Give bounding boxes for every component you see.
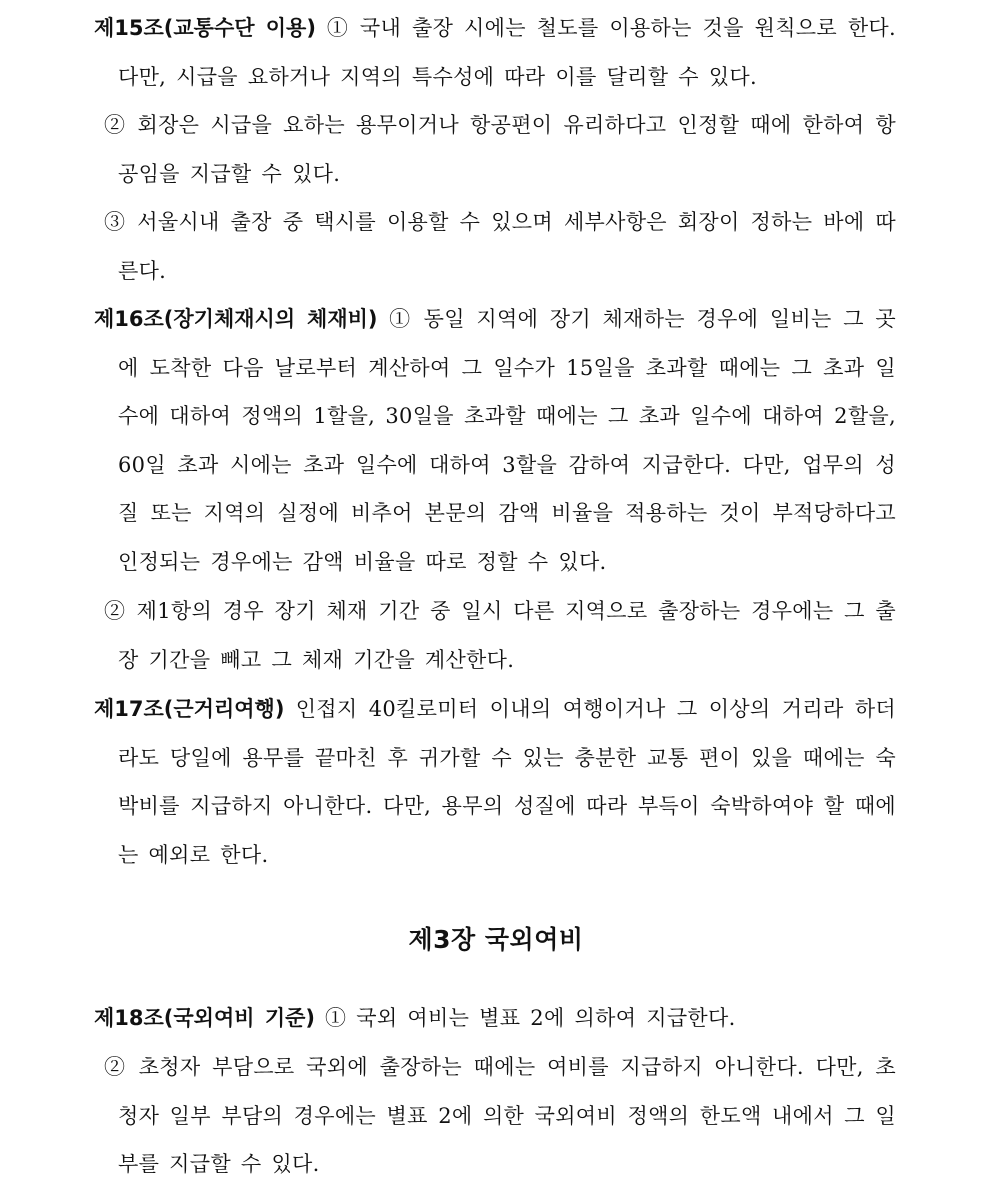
article-17-text: 인접지 40킬로미터 이내의 여행이거나 그 이상의 거리라 하더라도 당일에 용무를 끝마친 후 귀가할 수 있는 충분한 교통 편이 있을 때에는 숙박비를 지급하지 아니한다. 다만, 용무의 성질에 따라 부득이 숙박하여야 할 때에는 예외로 한다.	[118, 697, 896, 867]
article-18-clause-2	[104, 1043, 896, 1189]
article-15-clause-1	[94, 4, 896, 101]
article-16-title: 제16조(장기체재시의 체재비)	[94, 307, 378, 331]
article-15-clause-1-text: ① 국내 출장 시에는 철도를 이용하는 것을 원칙으로 한다. 다만, 시급을 요하거나 지역의 특수성에 따라 이를 달리할 수 있다.	[118, 16, 896, 89]
article-15-clause-2	[104, 101, 896, 198]
article-17	[94, 685, 896, 879]
article-16-clause-1-text: ① 동일 지역에 장기 체재하는 경우에 일비는 그 곳에 도착한 다음 날로부터 계산하여 그 일수가 15일을 초과할 때에는 그 초과 일수에 대하여 정액의 1할을, 30일을 초과할 때에는 그 초과 일수에 대하여 2할을, 60일 초과 시에는 초과 일수에 대하여 3할을 감하여 지급한다. 다만, 업무의 성질 또는 지역의 실정에 비추어 본문의 감액 비율을 적용하는 것이 부적당하다고 인정되는 경우에는 감액 비율을 따로 정할 수 있다.	[118, 307, 896, 574]
article-16-clause-1	[94, 295, 896, 586]
article-18-clause-1-text: ① 국외 여비는 별표 2에 의하여 지급한다.	[315, 1006, 736, 1030]
article-15-clause-3-text: ③ 서울시내 출장 중 택시를 이용할 수 있으며 세부사항은 회장이 정하는 바에 따른다.	[104, 210, 896, 283]
article-18-clause-1	[94, 994, 896, 1043]
article-15-clause-3	[104, 198, 896, 295]
chapter-3-heading: 제3장 국외여비	[408, 925, 584, 954]
article-18-clause-2-text: ② 초청자 부담으로 국외에 출장하는 때에는 여비를 지급하지 아니한다. 다만, 초청자 일부 부담의 경우에는 별표 2에 의한 국외여비 정액의 한도액 내에서 그 일부를 지급할 수 있다.	[104, 1055, 896, 1176]
article-15-title: 제15조(교통수단 이용)	[94, 16, 316, 40]
article-17-title: 제17조(근거리여행)	[94, 697, 285, 721]
article-16-clause-2-text: ② 제1항의 경우 장기 체재 기간 중 일시 다른 지역으로 출장하는 경우에는 그 출장 기간을 빼고 그 체재 기간을 계산한다.	[104, 599, 896, 672]
article-15-clause-2-text: ② 회장은 시급을 요하는 용무이거나 항공편이 유리하다고 인정할 때에 한하여 항공임을 지급할 수 있다.	[104, 113, 896, 186]
article-16-clause-2	[104, 587, 896, 684]
article-18-title: 제18조(국외여비 기준)	[94, 1006, 316, 1030]
